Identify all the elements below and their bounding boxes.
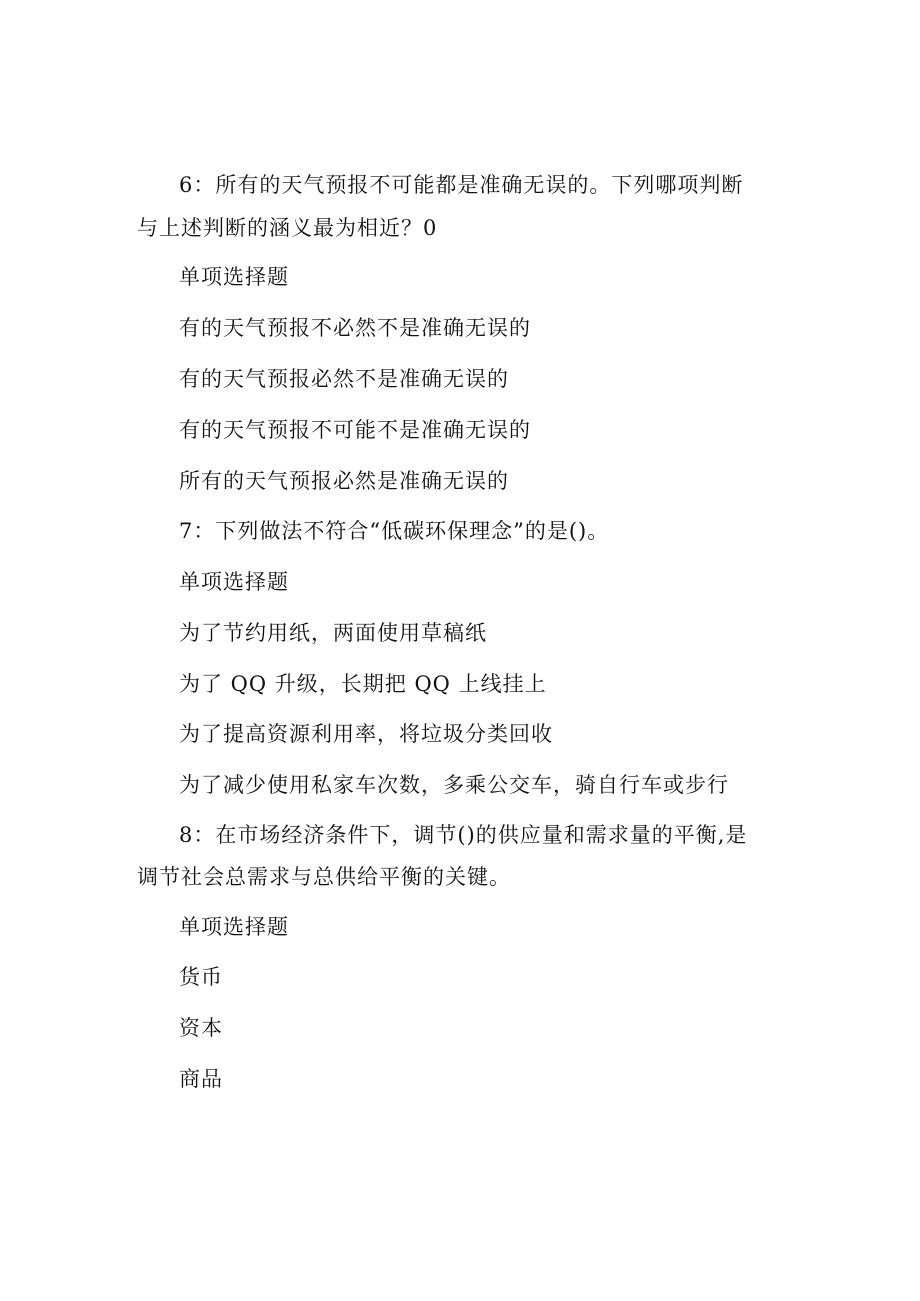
- question-7-option-b: 为了 QQ 升级，长期把 QQ 上线挂上: [179, 672, 547, 696]
- question-8-stem-line2: 调节社会总需求与总供给平衡的关键。: [137, 865, 511, 889]
- question-6-option-b: 有的天气预报必然不是准确无误的: [179, 367, 509, 391]
- question-8-option-c: 商品: [179, 1067, 223, 1091]
- question-8-option-a: 货币: [179, 965, 223, 989]
- question-8-stem-line1: 8：在市场经济条件下，调节()的供应量和需求量的平衡,是: [179, 823, 748, 847]
- question-6-option-c: 有的天气预报不可能不是准确无误的: [179, 418, 531, 442]
- question-8-option-b: 资本: [179, 1016, 223, 1040]
- question-7-option-d: 为了减少使用私家车次数，多乘公交车，骑自行车或步行: [179, 773, 729, 797]
- question-6-stem-line1: 6：所有的天气预报不可能都是准确无误的。下列哪项判断: [179, 173, 744, 197]
- question-6-type: 单项选择题: [179, 265, 289, 289]
- question-7-type: 单项选择题: [179, 570, 289, 594]
- question-6-stem-line2: 与上述判断的涵义最为相近？0: [137, 216, 438, 240]
- question-6-option-d: 所有的天气预报必然是准确无误的: [179, 469, 509, 493]
- question-7-stem: 7：下列做法不符合“低碳环保理念”的是()。: [179, 519, 610, 543]
- question-8-type: 单项选择题: [179, 915, 289, 939]
- question-7-option-c: 为了提高资源利用率，将垃圾分类回收: [179, 722, 553, 746]
- question-6-option-a: 有的天气预报不必然不是准确无误的: [179, 316, 531, 340]
- question-7-option-a: 为了节约用纸，两面使用草稿纸: [179, 621, 487, 645]
